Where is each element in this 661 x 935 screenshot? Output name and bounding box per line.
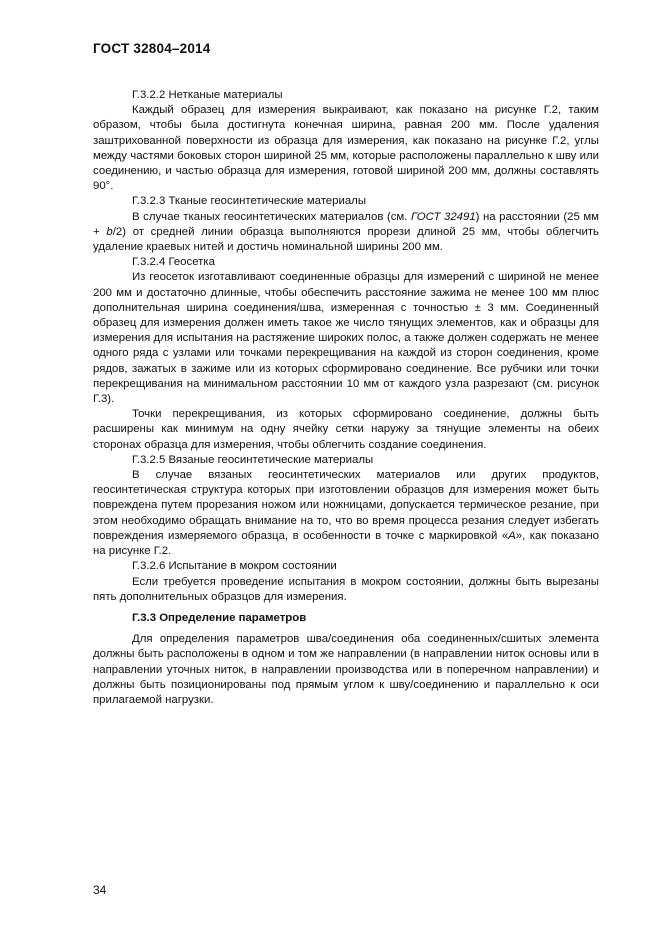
standard-reference: ГОСТ 32491 — [410, 210, 476, 223]
variable-a: A — [508, 529, 516, 542]
paragraph-3225-part-b: », как показано на рисунке Г.2. — [93, 529, 599, 558]
paragraph-3225 — [93, 468, 599, 559]
paragraph-3224-1: Из геосеток изготавливают соединенные образцы для измерений с шириной не менее 200 мм и достаточно длинные, чтобы обеспечить расстояние зажима не менее 100 мм плюс дополнительная ширина соединения/шва, измеренная с точностью ± 3 мм. Соединенный образец для измерения должен иметь такое же число тянущих элементов, как и образцы для измерения для испытания на растяжение широких полос, а также должен содержать не менее одного ряда с узлами или точками перекрещивания на каждой из сторон соединения, кроме рядов, зажатых в зажиме или из которых сформировано соединение. Все рубчики или точки перекрещивания на минимальном расстоянии 10 мм от каждого узла разрезают (см. рисунок Г.3). — [93, 271, 599, 406]
section-heading-3222: Г.3.2.2 Нетканые материалы — [132, 89, 283, 101]
document-header: ГОСТ 32804–2014 — [93, 41, 211, 56]
section-heading-3224: Г.3.2.4 Геосетка — [132, 256, 215, 269]
page-number: 34 — [93, 883, 107, 897]
paragraph-3223-part-a: В случае тканых геосинтетических материалов (см. — [132, 210, 411, 223]
paragraph-3225-part-a: В случае вязаных геосинтетических материалов или других продуктов, геосинтетическая структура которых при изготовлении образцов для измерения может быть повреждена путем прорезания ножом или ножницами, допускается термическое резание, при этом необходимо обращать внимание на то, что во время процесса резания следует избегать повреждения измеряемого образца, в особенности в точке с маркировкой « — [93, 469, 599, 542]
paragraph-3223-part-c: /2) от средней линии образца выполняются прорези длиной 25 мм, чтобы облегчить удаление краевых нитей и достичь номинальной ширины 200 мм. — [93, 225, 599, 254]
paragraph-3222: Каждый образец для измерения выкраивают, как показано на рисунке Г.2, таким образом, чтобы была достигнута конечная ширина, равная 200 мм. После удаления заштрихованной поверхности из образца для измерения, как показано на рисунке Г.2, углы между частями боковых сторон шириной 25 мм, которые расположены параллельно к шву или соединению, и частью образца для измерения, готовой шириной 200 мм, должны составлять 90°. — [93, 104, 599, 193]
section-heading-3225: Г.3.2.5 Вязаные геосинтетические материалы — [132, 453, 374, 466]
section-heading-3226: Г.3.2.6 Испытание в мокром состоянии — [132, 560, 337, 573]
section-heading-3223: Г.3.2.3 Тканые геосинтетические материалы — [132, 195, 367, 208]
section-heading-33: Г.3.3 Определение параметров — [132, 611, 307, 624]
paragraph-3223-part-b: ) на расстоянии (25 мм + — [93, 210, 600, 238]
paragraph-3223 — [93, 210, 599, 256]
paragraph-3226: Если требуется проведение испытания в мокром состоянии, должны быть вырезаны пять дополнительных образцов для измерения. — [93, 575, 599, 603]
variable-b: b — [106, 225, 113, 238]
document-body — [93, 88, 599, 708]
paragraph-3224-2: Точки перекрещивания, из которых сформировано соединение, должны быть расширены как минимум на одну ячейку сетки наружу за тянущие элементы на обеих сторонах образца для измерения, чтобы облегчить создание соединения. — [93, 408, 599, 451]
paragraph-33: Для определения параметров шва/соединения оба соединенных/сшитых элемента должны быть расположены в одном и том же направлении (в направлении ниток основы или в направлении уточных ниток, в направлении производства или в поперечном направлении) и должны быть позиционированы под прямым углом к шву/соединению и параллельно к оси прилагаемой нагрузки. — [93, 633, 599, 706]
